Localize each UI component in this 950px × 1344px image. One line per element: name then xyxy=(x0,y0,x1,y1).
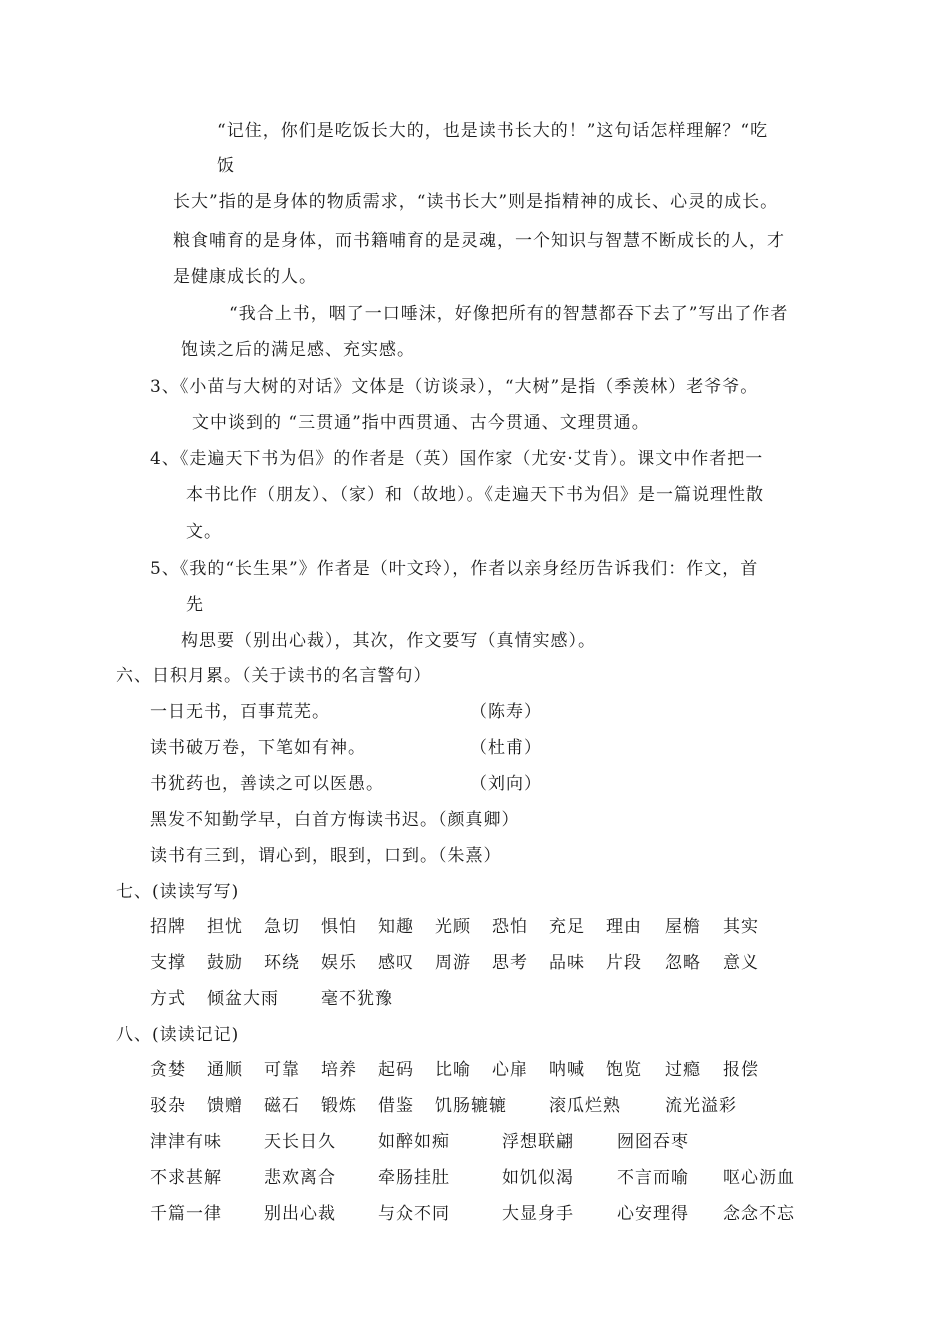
word: 忽略 xyxy=(665,953,701,973)
paragraph-line: 3、《小苗与大树的对话》文体是（访谈录），“大树”是指（季羡林）老爷爷。 xyxy=(150,377,759,397)
word: 环绕 xyxy=(264,953,300,973)
word: 方式 xyxy=(150,989,186,1009)
word: 培养 xyxy=(321,1060,357,1080)
word: 驳杂 xyxy=(150,1096,186,1116)
word: 念念不忘 xyxy=(723,1204,795,1224)
paragraph-line: 粮食哺育的是身体，而书籍哺育的是灵魂，一个知识与智慧不断成长的人，才 xyxy=(173,231,785,251)
word: 思考 xyxy=(492,953,528,973)
quote-item xyxy=(150,772,542,796)
word: 不求甚解 xyxy=(150,1168,222,1188)
paragraph-line: 文中谈到的 “三贯通”指中西贯通、古今贯通、文理贯通。 xyxy=(192,413,650,433)
word: 屋檐 xyxy=(665,917,701,937)
paragraph-line: 饱读之后的满足感、充实感。 xyxy=(181,340,415,360)
paragraph-line: “记住，你们是吃饭长大的，也是读书长大的！”这句话怎样理解？“吃 xyxy=(217,121,769,141)
word: 毫不犹豫 xyxy=(321,989,393,1009)
quote-text: 书犹药也，善读之可以医愚。 xyxy=(150,774,384,794)
quote-source: （杜甫） xyxy=(470,738,542,758)
paragraph-line: 4、《走遍天下书为侣》的作者是（英）国作家（尤安·艾肯）。课文中作者把一 xyxy=(150,449,764,469)
word: 担忧 xyxy=(207,917,243,937)
word: 报偿 xyxy=(723,1060,759,1080)
word: 意义 xyxy=(723,953,759,973)
word: 馈赠 xyxy=(207,1096,243,1116)
word: 恐怕 xyxy=(492,917,528,937)
word: 可靠 xyxy=(264,1060,300,1080)
quote-item xyxy=(150,700,542,724)
word: 悲欢离合 xyxy=(264,1168,336,1188)
word: 呕心沥血 xyxy=(723,1168,795,1188)
quote-text: 一日无书，百事荒芜。 xyxy=(150,702,330,722)
word: 别出心裁 xyxy=(264,1204,336,1224)
word: 比喻 xyxy=(435,1060,471,1080)
word: 起码 xyxy=(378,1060,414,1080)
word: 千篇一律 xyxy=(150,1204,222,1224)
word: 招牌 xyxy=(150,917,186,937)
paragraph-line: 5、《我的“长生果”》作者是（叶文玲），作者以亲身经历告诉我们：作文，首 xyxy=(150,559,759,579)
word: 不言而喻 xyxy=(617,1168,689,1188)
word: 天长日久 xyxy=(264,1132,336,1152)
word: 鼓励 xyxy=(207,953,243,973)
word: 感叹 xyxy=(378,953,414,973)
word: 片段 xyxy=(606,953,642,973)
word: 津津有味 xyxy=(150,1132,222,1152)
paragraph-line: 本书比作（朋友）、（家）和（故地）。《走遍天下书为侣》是一篇说理性散 xyxy=(186,485,764,505)
word: 囫囵吞枣 xyxy=(617,1132,689,1152)
quote-text: 读书破万卷，下笔如有神。 xyxy=(150,738,366,758)
word: 品味 xyxy=(549,953,585,973)
word: 如醉如痴 xyxy=(378,1132,450,1152)
word: 娱乐 xyxy=(321,953,357,973)
word: 磁石 xyxy=(264,1096,300,1116)
quote-item xyxy=(150,736,542,760)
word: 牵肠挂肚 xyxy=(378,1168,450,1188)
word: 锻炼 xyxy=(321,1096,357,1116)
word: 光顾 xyxy=(435,917,471,937)
word: 饥肠辘辘 xyxy=(435,1096,507,1116)
word: 贪婪 xyxy=(150,1060,186,1080)
word: 呐喊 xyxy=(549,1060,585,1080)
word: 如饥似渴 xyxy=(502,1168,574,1188)
word: 理由 xyxy=(606,917,642,937)
word: 与众不同 xyxy=(378,1204,450,1224)
paragraph-line: “我合上书，咽了一口唾沫，好像把所有的智慧都吞下去了”写出了作者 xyxy=(229,304,789,324)
word: 滚瓜烂熟 xyxy=(549,1096,621,1116)
word: 心扉 xyxy=(492,1060,528,1080)
word: 周游 xyxy=(435,953,471,973)
paragraph-line: 文。 xyxy=(186,522,222,542)
word: 知趣 xyxy=(378,917,414,937)
word: 借鉴 xyxy=(378,1096,414,1116)
word: 流光溢彩 xyxy=(665,1096,737,1116)
quote-item xyxy=(150,844,502,868)
quote-text: 读书有三到，谓心到，眼到，口到。（朱熹） xyxy=(150,846,502,866)
paragraph-line: 构思要（别出心裁），其次，作文要写（真情实感）。 xyxy=(181,631,596,651)
section-heading: 八、(读读记记) xyxy=(116,1025,240,1045)
quote-item xyxy=(150,808,520,832)
word: 惧怕 xyxy=(321,917,357,937)
word: 充足 xyxy=(549,917,585,937)
quote-text: 黑发不知勤学早，白首方悔读书迟。（颜真卿） xyxy=(150,810,520,830)
paragraph-line: 饭 xyxy=(217,156,235,176)
section-heading: 六、日积月累。（关于读书的名言警句） xyxy=(116,666,432,686)
paragraph-line: 先 xyxy=(186,595,204,615)
word: 支撑 xyxy=(150,953,186,973)
word: 饱览 xyxy=(606,1060,642,1080)
quote-source: （陈寿） xyxy=(470,702,542,722)
paragraph-line: 长大”指的是身体的物质需求，“读书长大”则是指精神的成长、心灵的成长。 xyxy=(173,192,779,212)
word: 通顺 xyxy=(207,1060,243,1080)
word: 心安理得 xyxy=(617,1204,689,1224)
word: 大显身手 xyxy=(502,1204,574,1224)
word: 浮想联翩 xyxy=(502,1132,574,1152)
word: 过瘾 xyxy=(665,1060,701,1080)
paragraph-line: 是健康成长的人。 xyxy=(173,267,317,287)
word: 其实 xyxy=(723,917,759,937)
word: 倾盆大雨 xyxy=(207,989,279,1009)
quote-source: （刘向） xyxy=(470,774,542,794)
section-heading: 七、(读读写写) xyxy=(116,882,240,902)
word: 急切 xyxy=(264,917,300,937)
